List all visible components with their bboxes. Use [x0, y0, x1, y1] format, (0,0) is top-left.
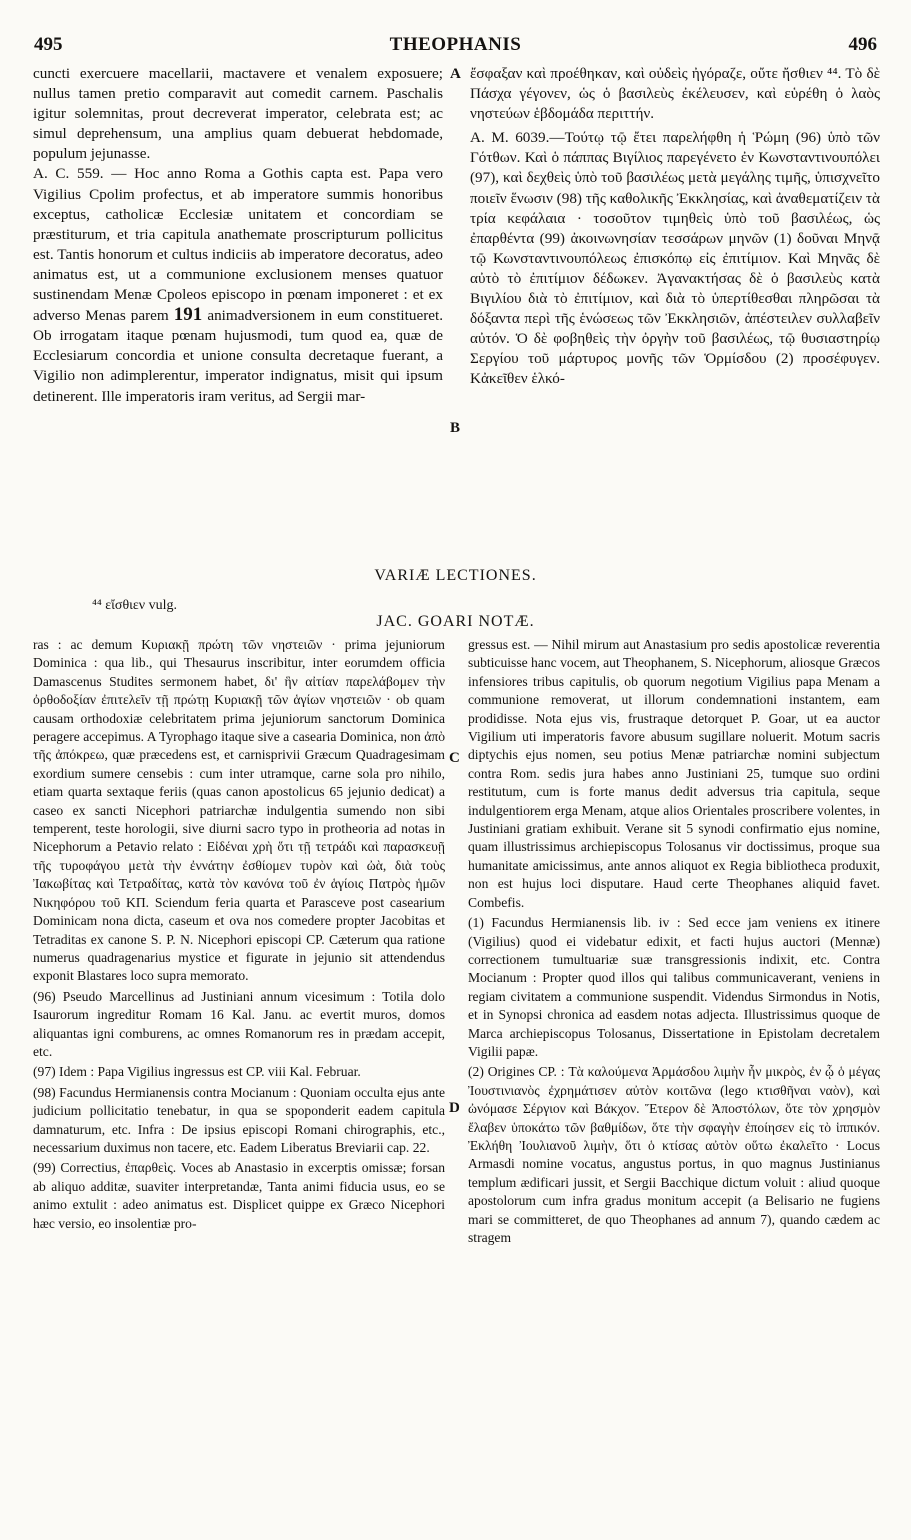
latin-paragraph-2-text: A. C. 559. — Hoc anno Roma a Gothis capta est. Papa vero Vigilius Cpolim profectus, et ab imperatore summis honoribus exceptus, catholicæ Ecclesiæ unitatem et concordiam se præstiturum, et tria capitula anathemate proscripturum pollicitus est. Tantis honorum et cultus indiciis ab imperatore decoratus, adeo animatus est, ut a communione exclusionem menses quatuor sustinendam Menæ Cpoleos episcopo in pœnam imponeret : et ex adverso Menas parem — [33, 165, 443, 325]
running-title: THEOPHANIS — [389, 34, 522, 55]
greek-paragraph-1: ἔσφαξαν καὶ προέθηκαν, καὶ οὐδεὶς ἠγόραζε, οὔτε ἤσθιεν ⁴⁴. Τὸ δὲ Πάσχα γέγονεν, ὡς ὁ βασιλεὺς ἐκέλευσεν, καὶ εὑρέθη ὁ λαὸς νηστεύων ἑβδομάδα περιττήν. — [470, 65, 880, 123]
margin-marker-d: D — [449, 1100, 460, 1116]
latin-paragraph-2-cont: animadversionem in eum constitueret. Ob irrogatam itaque pœnam hujusmodi, tum quod ea, quæ de Ecclesiarum concordia et unione consulta decretaque fuerant, a Vigilio non adimplerentur, imperator indignatus, misit qui ipsum detinerent. Ille imperatoris iram veritus, ad Sergii mar- — [33, 307, 444, 405]
note-2: (2) Origines CP. : Τὰ καλούμενα Ἀρμάσδου λιμὴν ἦν μικρὸς, ἐν ᾧ ὁ μέγας Ἰουστινιανὸς ἐχρημάτισεν αὐτὸν κοιτῶνα (lego κτισθῆναι ναὸν), καὶ ὠνόμασε Σέργιον καὶ Βάκχον. Ἕτερον δὲ Ἀποστόλων, ὅτε τὸν χρησμὸν ἔλαβεν ὑποκάτω τῶν βαθμίδων, ὅτε τὴν σφαγὴν ἐποίησεν εἰς τὸ ἱππικόν. Ἐκλήθη Ἰουλιανοῦ λιμὴν, ὅτι ὁ κτίσας αὐτὸν οὕτω ἐκαλεῖτο · Locus Armasdi nomine vocatus, angustus portus, in quo magnus Justinianus templum ædificari jussit, et Sergii Bacchique dictum voluit : aliud quoque apostolorum cum infra gradus monitum accepit (a Belisario ne fugiens mari se committeret, de quo Theophanes ad annum 7), quando cædem ac stragem — [468, 1064, 880, 1245]
margin-marker-b: B — [450, 420, 461, 436]
note-96: (96) Pseudo Marcellinus ad Justiniani annum vicesimum : Totila dolo Isaurorum ingreditur Romam 16 Kal. Janu. ac evertit muros, domos aliquantas igni comburens, ac omnes Romanorum res in prædam accepit, etc. — [33, 988, 445, 1059]
margin-marker-a: A — [450, 66, 461, 82]
note-1: (1) Facundus Hermianensis lib. iv : Sed ecce jam veniens ex itinere (Vigilius) quod ei videbatur edixit, et facti hujus auctori (Mennæ) correctionem tumultuariæ suæ transgressionis indixit, etc. Contra Mocianum : Propter quod illos qui talibus communicaverant, veniens in regiam civitatem a communione suspendit. Videndus Sirmondus in Notis, et in Synopsi chronica ad easdem notas adjecta. Illustrissimus quoque de Marca archiepiscopus Tolosanus, Dissertatione in Epistolam decretalem Vigilii papæ. — [468, 915, 880, 1059]
greek-main-text — [470, 64, 880, 390]
note-left-1: ras : ac demum Κυριακῇ πρώτη τῶν νηστειῶν · prima jejuniorum Dominica : qua lib., qui Thesaurus inscribitur, inter eorumdem officia Damascenus Studites sermonem habet, δι' ἣν αἰτίαν παρελάβομεν τὴν ὀρθοδοξίαν ἐπιτελεῖν τῇ πρώτῃ Κυριακῇ τῶν ἁγίων νηστειῶν · ob quam causam orthodoxiæ celebritatem prima jejuniorum sanctorum Dominica peragere accepimus. A Tyrophago itaque sive a casearia Dominica, non ἀπὸ τῆς ἀπόκρεω, quæ præcedens est, et carnisprivii Græcum Quadragesimam exordium sumere censebis : cum inter utramque, carne sola pro nihilo, etiam quarta sextaque feriis (quas canon apostolicus 65 jejunio dedicat) a caseo ex sancti Nicephori patriarchæ indulgentia sumendo non sibi temperent, teste horologii, sive diurni sacro typo in protheoria ad notas in Nicephorum a Petavio relato : Εἰδέναι χρὴ ὅτι τῇ τετράδι καὶ παρασκευῇ τῆς τυροφάγου μετὰ τὴν ἐννάτην ἐσθίομεν τυρὸν καὶ ὠὰ, διὰ τοὺς Ἰακωβίτας καὶ Τετραδίτας, κατὰ τὸν κανόνα τοῦ ἐν ἁγίοις Πατρὸς ἡμῶν Νικηφόρου τοῦ ΚΠ. Sciendum feria quarta et Parasceve post casearium Dominicam nona dicta, caseum et ova nos comedere propter Jacobitas et Tetraditas ex canone S. P. N. Nicephori episcopi CP. Cæterum qua ratione numerus quadragenarius mystice et figurate in jejunio sit attendendus exponit Blastares loco supra memorato. — [33, 637, 445, 984]
running-header — [34, 34, 877, 62]
latin-paragraph-2 — [33, 164, 443, 406]
page-number-right: 496 — [848, 34, 877, 55]
variae-heading: VARIÆ LECTIONES. — [374, 567, 537, 584]
notae-heading: JAC. GOARI NOTÆ. — [376, 613, 535, 630]
note-98: (98) Facundus Hermianensis contra Mocianum : Quoniam occulta ejus ante judicium pollicitatio tenebatur, in qua se spoponderit eadem capitula damnaturum, etc. Infra : De ipsius episcopi Romani chirographis, etc., necessarium duximus non tacere, etc. Eadem Liberatus Breviarii cap. 22. — [33, 1084, 445, 1155]
variae-note: ⁴⁴ εἴσθιεν vulg. — [92, 598, 178, 613]
notes-left-column — [33, 636, 445, 1235]
latin-paragraph-1: cuncti exercuere macellarii, mactavere et venalem exposuere; nullus tamen pretio comparavit aut comedit carnem. Paschalis igitur solemnitas, prout decreverat imperator, celebrata est; ac simul deprehensum, una amplius quam debuerat hebdomade, populum jejunasse. — [33, 65, 443, 163]
greek-paragraph-2: Α. Μ. 6039.—Τούτῳ τῷ ἔτει παρελήφθη ἡ Ῥώμη (96) ὑπὸ τῶν Γότθων. Καὶ ὁ πάππας Βιγίλιος παρεγένετο ἐν Κωνσταντινουπόλει (97), καὶ δεχθεὶς ὑπὸ τοῦ βασιλέως μετὰ μεγάλης τιμῆς, ὑπισχνεῖτο ποιεῖν ἕνωσιν (98) τῆς καθολικῆς Ἐκκλησίας, καὶ ἀναθεματίζειν τὰ τρία κεφάλαια · τοσοῦτον τιμηθεὶς ὑπὸ τοῦ βασιλέως, ὡς ἐπαρθέντα (99) ἀκοινωνησίαν τεσσάρων μηνῶν (1) δοῦναι Μηνᾷ τῷ Κωνσταντινουπόλεως ἐπισκόπῳ εἰς ἐπιτίμιον. Καὶ Μηνᾶς δὲ αὐτὸ τὸ ἐπιτίμιον δέδωκεν. Ἀγανακτήσας δὲ ὁ βασιλεὺς κατὰ Βιγιλίου διὰ τὸ ἐπιτίμιον, καὶ διὰ τὸ ὑπερτίθεσθαι πληρῶσαι τὰ δόξαντα περὶ τῆς ἑνώσεως τῶν Ἐκκλησιῶν, ἀπέστειλεν συλλαβεῖν αὐτόν. Ὁ δὲ φοβηθεὶς τὴν ὀργὴν τοῦ βασιλέως, τῷ θυσιαστηρίῳ Σεργίου τοῦ μάρτυρος μονῆς τῶν Ὁρμίσδου (2) προσέφυγεν. Κἀκεῖθεν ἑλκό- — [470, 129, 880, 388]
note-97: (97) Idem : Papa Vigilius ingressus est CP. viii Kal. Februar. — [33, 1064, 361, 1080]
notes-right-column — [468, 636, 880, 1249]
note-99: (99) Correctius, ἐπαρθεὶς. Voces ab Anastasio in excerptis omissæ; forsan ab aliquo additæ, suaviter interpretandæ, Tanta animi fiducia usus, eo se animo extulit : adeo animatus est. Displicet quippe ex Græco Nicephori hæc versio, eo insolentiæ pro- — [33, 1160, 445, 1231]
column-number: 191 — [173, 304, 203, 326]
latin-main-text — [33, 64, 443, 407]
page-number-left: 495 — [34, 34, 63, 55]
note-right-1: gressus est. — Nihil mirum aut Anastasium pro sedis apostolicæ reverentia subticuisse hanc vocem, aut Theophanem, S. Nicephorum, aliosque Græcos infensiores tribus capitulis, ob quorum negotium Vigilius papa Menam a communione removerat, ut illorum condemnationi instantem, eam prodidisse. Nota ejus vis, frustraque detorquet P. Goar, ut ea auctor Vigilium uti imperatoris favore abusum sugillare noluerit. Motum sacris diptychis ejus nomen, seu potius Menæ patriarchæ nomini subjectum contra Rom. sedis jura habes anno Justiniani 25, tumque suo ordini restitutum, cum is forte manus dedit adversus tria capitula, seque indulgentiorem erga Menam, atque alios Orientales proscribere volentes, in Justiniani gratiam exhibuit. Verane sit 5 synodi confirmatio ejus nomine, quam illustrissimus archiepiscopus Tolosanus vir doctissimus, proque sua humanitate amicissimus, ante annos aliquot ex Regia bibliotheca produxit, non est hujus loci disputare. Haud certe Theophanes aliquid favet. Combefis. — [468, 637, 881, 910]
margin-marker-c: C — [449, 750, 460, 766]
